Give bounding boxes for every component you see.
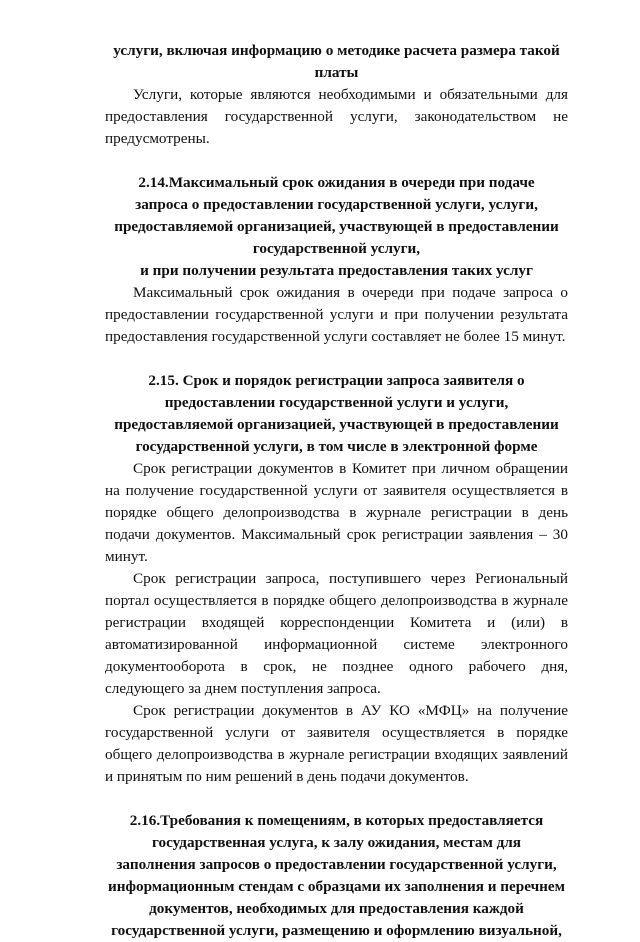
heading-line: 2.16.Требования к помещениям, в которых предоставляется: [129, 812, 544, 829]
intro-paragraph: Услуги, которые являются необходимыми и обязательными для предоставления государственной услуги, законодательством не предусмотрены.: [105, 86, 568, 147]
section-2-15-paragraph: Срок регистрации документов в АУ КО «МФЦ» на получение государственной услуги от заявителя осуществляется в порядке общего делопроизводства в журнале регистрации входящих заявлений и принятым по ним решений в день подачи документов.: [105, 702, 568, 785]
heading-line: предоставлении государственной услуги и услуги,: [164, 394, 509, 411]
section-2-15-paragraph: Срок регистрации запроса, поступившего через Региональный портал осуществляется в порядке общего делопроизводства в журнале регистрации входящей корреспонденции Комитета и (или) в автоматизированной информационной системе электронного документооборота в срок, не позднее одного рабочего дня, следующего за днем поступления запроса.: [105, 570, 568, 697]
section-2-15-paragraph: Срок регистрации документов в Комитет при личном обращении на получение государственной услуги от заявителя осуществляется в порядке общего делопроизводства в журнале регистрации в день подачи документов. Максимальный срок регистрации заявления – 30 минут.: [105, 460, 568, 565]
heading-line: предоставляемой организацией, участвующей в предоставлении: [114, 218, 559, 235]
section-2-14-heading: [105, 172, 568, 282]
heading-line: государственная услуга, к залу ожидания, местам для: [152, 834, 521, 851]
heading-line: документов, необходимых для предоставления каждой: [149, 900, 524, 917]
top-heading: [105, 40, 568, 84]
heading-line: и при получении результата предоставления таких услуг: [140, 262, 533, 279]
heading-line: государственной услуги, в том числе в электронной форме: [135, 438, 538, 455]
heading-line: услуги, включая информацию о методике расчета размера такой: [113, 42, 560, 59]
heading-line: 2.14.Максимальный срок ожидания в очереди при подаче: [138, 174, 535, 191]
heading-line: запроса о предоставлении государственной услуги, услуги,: [135, 196, 538, 213]
heading-line: государственной услуги,: [252, 240, 421, 257]
heading-line: 2.15. Срок и порядок регистрации запроса заявителя о: [148, 372, 525, 389]
heading-line: информационным стендам с образцами их заполнения и перечнем: [107, 878, 566, 895]
section-2-16-heading: [105, 810, 568, 942]
section-2-14-paragraph: Максимальный срок ожидания в очереди при подаче запроса о предоставлении государственной услуги и при получении результата предоставления государственной услуги составляет не более 15 минут.: [105, 284, 568, 345]
heading-line: платы: [314, 64, 359, 81]
document-page: [105, 40, 568, 942]
heading-line: заполнения запросов о предоставлении государственной услуги,: [116, 856, 557, 873]
heading-line: предоставляемой организацией, участвующей в предоставлении: [114, 416, 559, 433]
heading-line: государственной услуги, размещению и оформлению визуальной,: [111, 922, 562, 939]
section-2-15-heading: [105, 370, 568, 458]
